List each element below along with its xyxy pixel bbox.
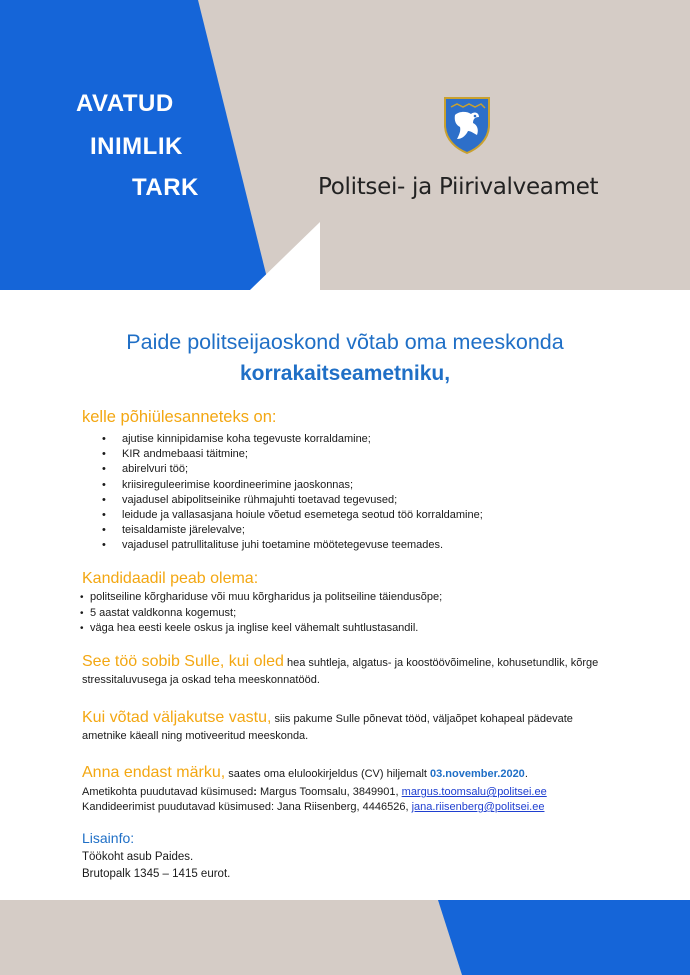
fit-lead: See töö sobib Sulle, kui oled	[82, 653, 284, 670]
offer-lead: Kui võtad väljakutse vastu,	[82, 709, 272, 726]
list-item: • abirelvuri töö;	[100, 462, 483, 477]
info-heading: Lisainfo:	[82, 830, 135, 846]
fit-paragraph	[82, 653, 612, 689]
list-item: • politseiline kõrghariduse või muu kõrgharidus ja politseiline täiendusõpe;	[80, 590, 442, 606]
list-item: • teisaldamiste järelevalve;	[100, 523, 483, 538]
info-salary: Brutopalk 1345 – 1415 eurot.	[82, 868, 231, 880]
footer-blue-panel	[438, 900, 690, 975]
list-item: • vajadusel abipolitseinike rühmajuhti toetavad tegevused;	[100, 493, 483, 508]
duties-list	[100, 432, 483, 554]
job-contact-surname: Toomsalu,	[299, 786, 350, 798]
offer-text: siis pakume Sulle põnevat tööd, väljaõpet kohapeal pädevate ametnike käeall ning motiveeritud meeskonda.	[82, 713, 573, 742]
requirements-list	[80, 590, 442, 637]
job-questions-label: Ametikohta puudutavad küsimused:	[82, 786, 257, 798]
job-contact-email-link[interactable]: margus.toomsalu@politsei.ee	[401, 786, 547, 798]
contact-lead: Anna endast märku,	[82, 764, 226, 781]
fit-text: hea suhtleja, algatus- ja koostöövõimeline, kohusetundlik, kõrge stressitaluvusega ja oskad teha meeskonnatööd.	[82, 657, 599, 686]
deadline-date: 03.november.2020	[430, 768, 525, 780]
contact-paragraph	[82, 762, 612, 815]
list-item: • vajadusel patrullitalituse juhi toetamine möötetegevuse teemades.	[100, 538, 483, 553]
list-item: • kriisireguleerimise koordineerimine jaoskonnas;	[100, 478, 483, 493]
candidacy-email-link[interactable]: jana.riisenberg@politsei.ee	[411, 801, 545, 813]
list-item: • KIR andmebaasi täitmine;	[100, 447, 483, 462]
duties-heading: kelle põhiülesanneteks on:	[82, 408, 277, 426]
list-item: • ajutise kinnipidamise koha tegevuste korraldamine;	[100, 432, 483, 447]
offer-paragraph	[82, 709, 612, 745]
list-item: • väga hea eesti keele oskus ja inglise keel vähemalt suhtlustasandil.	[80, 621, 442, 637]
job-contact-name: Margus	[259, 786, 297, 798]
list-item: • 5 aastat valdkonna kogemust;	[80, 606, 442, 622]
job-contact-phone: 3849901,	[352, 786, 399, 798]
contact-line-job	[82, 785, 609, 800]
footer-banner	[0, 900, 690, 975]
list-item: • leidude ja vallasasjana hoiule võetud esemetega seotud töö korraldamine;	[100, 508, 483, 523]
candidacy-questions-text: Kandideerimist puudutavad küsimused: Jana Riisenberg, 4446526,	[82, 801, 412, 813]
deadline-period: .	[524, 768, 528, 780]
contact-text: saates oma elulookirjeldus (CV) hiljemalt	[225, 768, 431, 780]
job-title-position: korrakaitseametniku,	[239, 362, 451, 385]
police-crest-icon	[441, 95, 493, 155]
contact-line-deadline	[82, 762, 612, 785]
slogan-inimlik: INIMLIK	[90, 133, 183, 160]
contact-line-candidacy	[82, 800, 612, 815]
requirements-heading: Kandidaadil peab olema:	[82, 570, 259, 587]
info-location: Töökoht asub Paides.	[82, 851, 194, 863]
agency-name: Politsei- ja Piirivalveamet	[318, 174, 599, 200]
slogan-avatud: AVATUD	[76, 90, 174, 117]
job-title-intro: Paide politseijaoskond võtab oma meeskonda	[126, 330, 564, 354]
slogan-tark: TARK	[132, 174, 199, 201]
